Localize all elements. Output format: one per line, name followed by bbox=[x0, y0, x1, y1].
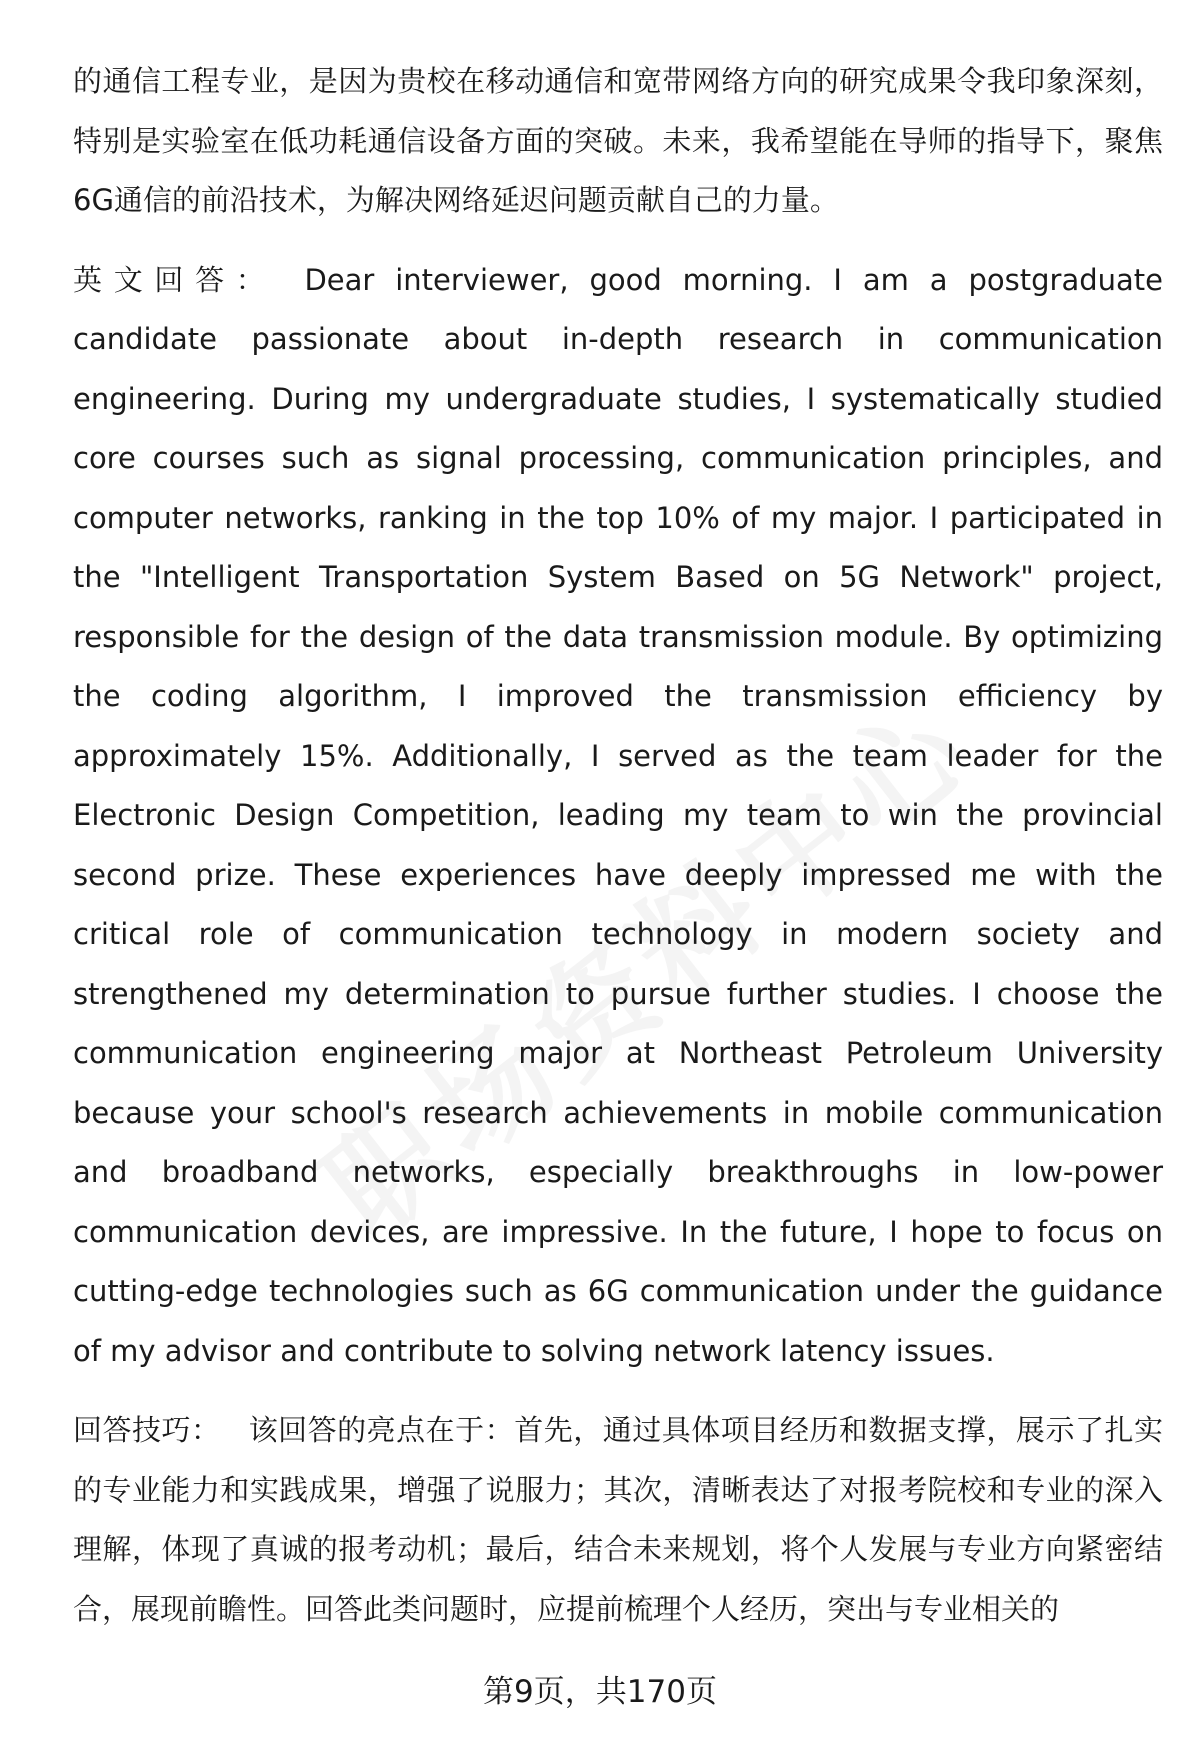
page-number-footer: 第9页，共170页 bbox=[483, 1674, 717, 1710]
english-answer-label: 英文回答： bbox=[73, 262, 277, 297]
english-answer-text: Dear interviewer, good morning. I am a postgraduate candidate passionate about in-depth research in communication engineering. During my undergraduate studies, I systematically studied core courses such as signal processing, communication principles, and computer networks, ranking in the top 10% of my major. I participated in the "Intelligent Transportation System Based on 5G Network" project, responsible for the design of the data transmission module. By optimizing the coding algorithm, I improved the transmission efficiency by approximately 15%. Additionally, I served as the team leader for the Electronic Design Competition, leading my team to win the provincial second prize. These experiences have deeply impressed me with the critical role of communication technology in modern society and strengthened my determination to pursue further studies. I choose the communication engineering major at Northeast Petroleum University because your school's research achievements in mobile communication and broadband networks, especially breakthroughs in low-power communication devices, are impressive. In the future, I hope to focus on cutting-edge technologies such as 6G communication under the guidance of my advisor and contribute to solving network latency issues. bbox=[73, 262, 1163, 1368]
answer-tips-label: 回答技巧： bbox=[73, 1413, 221, 1447]
document-body bbox=[73, 52, 1163, 1639]
answer-tips-text: 该回答的亮点在于：首先，通过具体项目经历和数据支撑，展示了扎实的专业能力和实践成果，增强了说服力；其次，清晰表达了对报考院校和专业的深入理解，体现了真诚的报考动机；最后，结合未来规划，将个人发展与专业方向紧密结合，展现前瞻性。回答此类问题时，应提前梳理个人经历，突出与专业相关的 bbox=[73, 1413, 1163, 1626]
answer-tips-paragraph bbox=[73, 1401, 1163, 1639]
english-answer-paragraph bbox=[73, 251, 1163, 1382]
intro-continuation-paragraph: 的通信工程专业，是因为贵校在移动通信和宽带网络方向的研究成果令我印象深刻，特别是实验室在低功耗通信设备方面的突破。未来，我希望能在导师的指导下，聚焦6G通信的前沿技术，为解决网络延迟问题贡献自己的力量。 bbox=[73, 64, 1163, 217]
